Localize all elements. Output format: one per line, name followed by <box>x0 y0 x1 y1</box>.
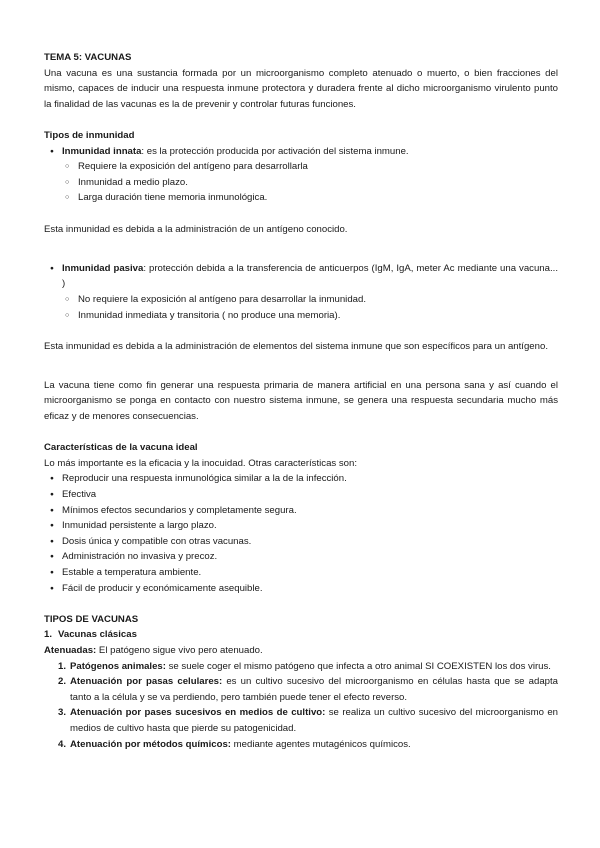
caracteristica-item: ● Inmunidad persistente a largo plazo. <box>44 518 558 534</box>
section-number: 1. <box>44 629 53 641</box>
atenuacion-item <box>44 705 558 736</box>
vacunas-clasicas-heading <box>44 627 558 643</box>
item-number: 2. <box>58 676 67 688</box>
pasiva-item <box>44 261 558 292</box>
atenuadas-text: El patógeno sigue vivo pero atenuado. <box>96 644 263 656</box>
item-label: Atenuación por métodos químicos: <box>70 738 231 750</box>
item-text: es un cultivo sucesivo del microorganismo en células hasta que se adapta tanto a la célula y se va perdiendo, pero también puede tener el efecto reverso. <box>70 676 559 703</box>
atenuacion-item <box>44 737 558 753</box>
innata-list <box>44 144 558 206</box>
item-number: 4. <box>58 738 67 750</box>
section-label: Vacunas clásicas <box>58 629 137 641</box>
innata-sub-item: ○ Inmunidad a medio plazo. <box>44 175 558 191</box>
item-label: Patógenos animales: <box>70 660 166 672</box>
caracteristica-item: ● Fácil de producir y económicamente asequible. <box>44 581 558 597</box>
caracteristicas-heading: Características de la vacuna ideal <box>44 442 198 454</box>
pasiva-text: : protección debida a la transferencia de anticuerpos (IgM, IgA, meter Ac mediante una vacuna... ) <box>62 262 558 290</box>
caracteristica-item: ● Mínimos efectos secundarios y completamente segura. <box>44 503 558 519</box>
intro-paragraph: Una vacuna es una sustancia formada por un microorganismo completo atenuado o muerto, o bien fracciones del mismo, capaces de inducir una respuesta inmune protectora y duradera frente al dicho microorganismo virulento punto la finalidad de las vacunas es la de prevenir y controlar futuras funciones. <box>44 67 558 110</box>
item-number: 1. <box>58 660 67 672</box>
item-text: se realiza un cultivo sucesivo del microorganismo en medios de cultivo hasta que pierde su patogenicidad. <box>70 707 559 734</box>
pasiva-sub-item: ○ Inmunidad inmediata y transitoria ( no produce una memoria). <box>44 308 558 324</box>
document-title: TEMA 5: VACUNAS <box>44 52 132 63</box>
atenuacion-list <box>44 659 558 753</box>
caracteristica-item: ● Estable a temperatura ambiente. <box>44 565 558 581</box>
item-label: Atenuación por pases sucesivos en medios de cultivo: <box>70 707 326 719</box>
vacuna-fin-paragraph: La vacuna tiene como fin generar una respuesta primaria de manera artificial en una persona sana y así cuando el microorganismo se ponga en contacto con nuestro sistema inmune, se genera una respuesta secundaria mucho más eficaz y de menores consecuencias. <box>44 379 558 423</box>
innata-sub-item: ○ Requiere la exposición del antígeno para desarrollarla <box>44 159 558 175</box>
item-text: mediante agentes mutagénicos químicos. <box>230 738 411 750</box>
innata-note: Esta inmunidad es debida a la administración de un antígeno conocido. <box>44 223 348 235</box>
atenuadas-line <box>44 643 558 659</box>
tipos-vacunas-heading: TIPOS DE VACUNAS <box>44 613 139 625</box>
pasiva-sub-item: ○ No requiere la exposición al antígeno para desarrollar la inmunidad. <box>44 292 558 308</box>
item-text: se suele coger el mismo patógeno que infecta a otro animal SI COEXISTEN los dos virus. <box>165 660 551 672</box>
innata-label: Inmunidad innata <box>62 145 142 157</box>
caracteristica-item: ● Efectiva <box>44 487 558 503</box>
item-label: Atenuación por pasas celulares: <box>70 676 223 688</box>
innata-item <box>44 144 558 160</box>
atenuacion-item <box>44 674 558 705</box>
caracteristica-item: ● Dosis única y compatible con otras vacunas. <box>44 534 558 550</box>
innata-text: : es la protección producida por activación del sistema inmune. <box>141 145 409 157</box>
atenuadas-label: Atenuadas: <box>44 644 97 656</box>
item-number: 3. <box>58 707 67 719</box>
innata-sub-item: ○ Larga duración tiene memoria inmunológica. <box>44 190 558 206</box>
atenuacion-item <box>44 659 558 675</box>
pasiva-label: Inmunidad pasiva <box>62 262 144 274</box>
caracteristicas-intro: Lo más importante es la eficacia y la inocuidad. Otras características son: <box>44 457 358 469</box>
tipos-inmunidad-heading: Tipos de inmunidad <box>44 129 135 141</box>
caracteristica-item: ● Reproducir una respuesta inmunológica similar a la de la infección. <box>44 471 558 487</box>
pasiva-note: Esta inmunidad es debida a la administración de elementos del sistema inmune que son específicos para un antígeno. <box>44 340 548 352</box>
document-page <box>44 50 558 752</box>
caracteristicas-list <box>44 471 558 596</box>
caracteristica-item: ● Administración no invasiva y precoz. <box>44 549 558 565</box>
pasiva-list <box>44 261 558 323</box>
